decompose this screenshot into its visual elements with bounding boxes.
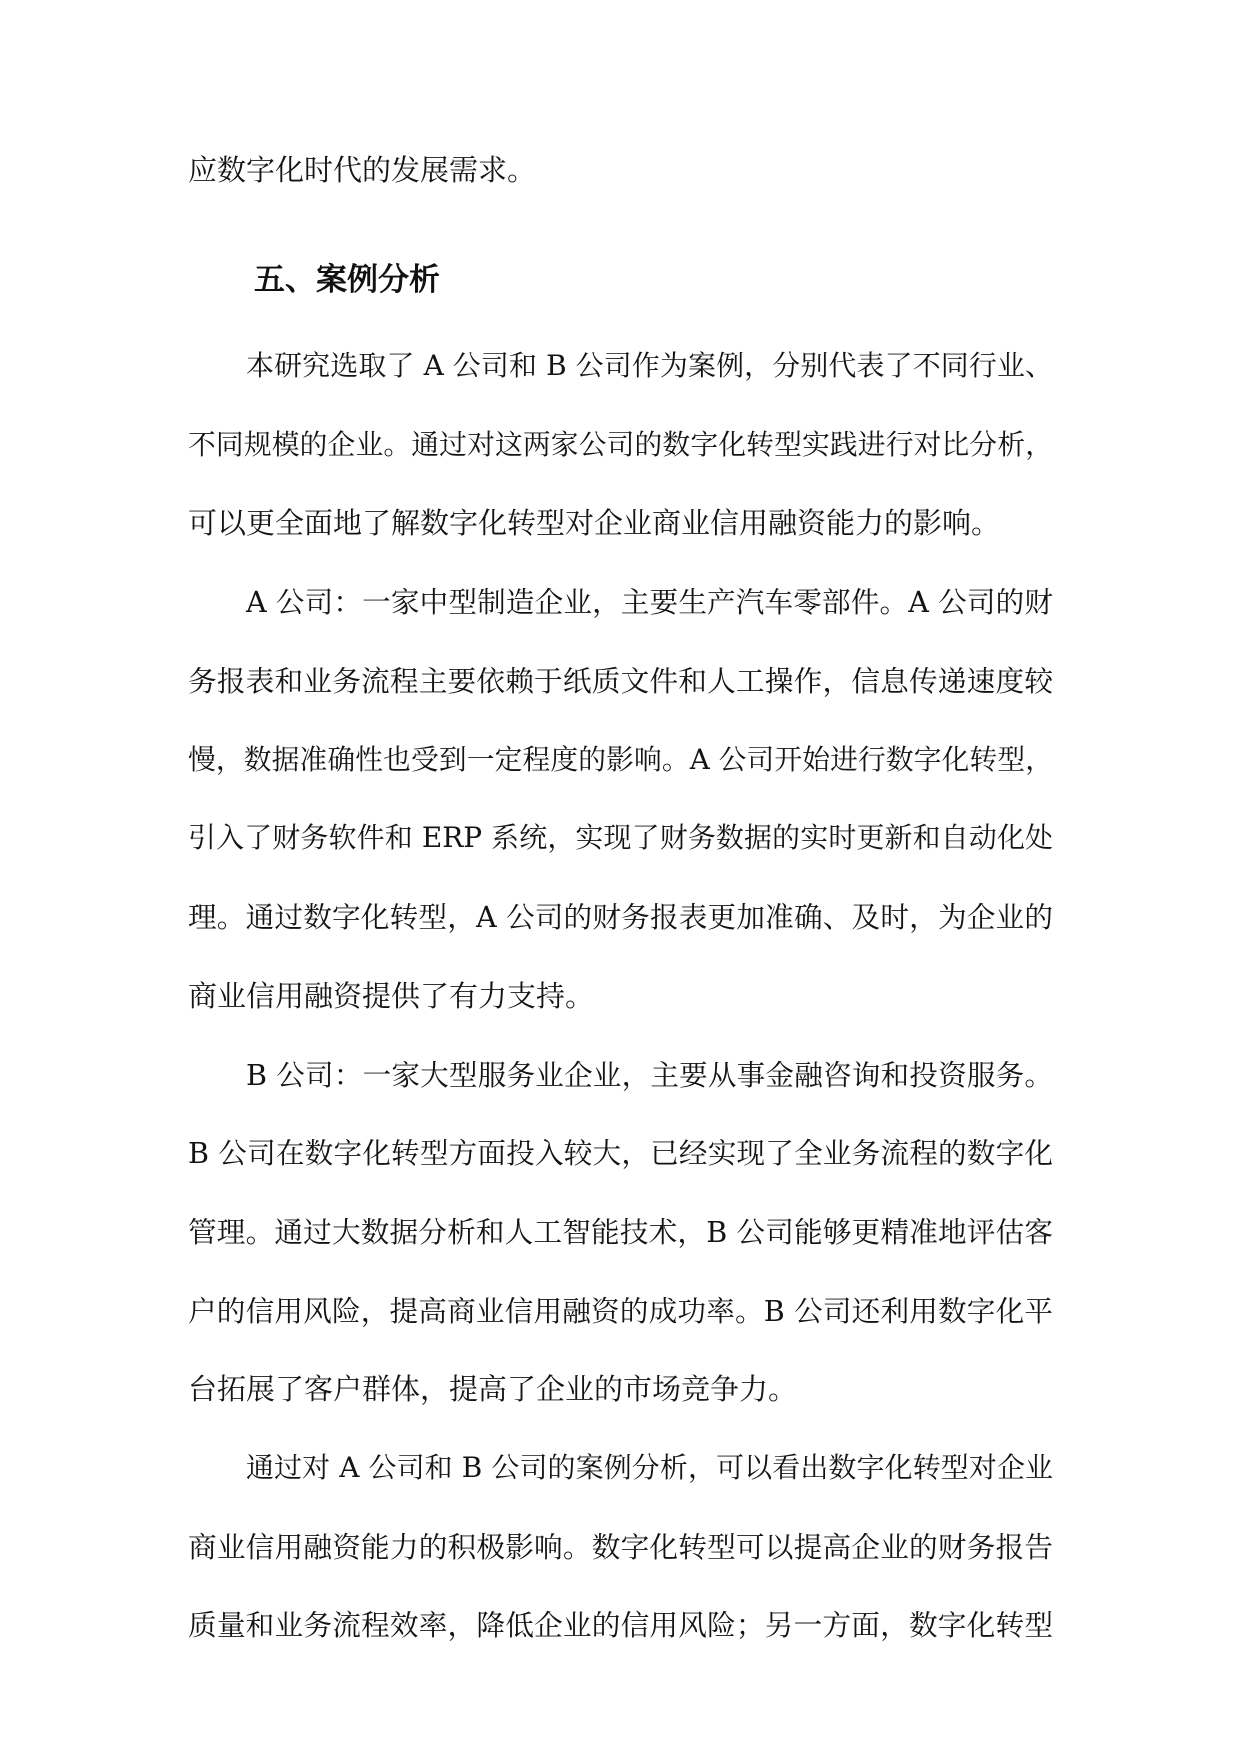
paragraph-line: 质量和业务流程效率，降低企业的信用风险；另一方面，数字化转型 [188, 1608, 1053, 1642]
paragraph-line: 慢，数据准确性也受到一定程度的影响。A 公司开始进行数字化转型， [188, 743, 1053, 776]
intro-tail-line: 应数字化时代的发展需求。 [188, 153, 537, 187]
paragraph-line: B 公司在数字化转型方面投入较大，已经实现了全业务流程的数字化 [188, 1136, 1053, 1170]
paragraph-line: 管理。通过大数据分析和人工智能技术，B 公司能够更精准地评估客 [188, 1215, 1053, 1249]
paragraph-line: 可以更全面地了解数字化转型对企业商业信用融资能力的影响。 [188, 506, 1001, 540]
paragraph-line: 台拓展了客户群体，提高了企业的市场竞争力。 [188, 1372, 798, 1406]
paragraph-line: 引入了财务软件和 ERP 系统，实现了财务数据的实时更新和自动化处 [188, 821, 1053, 854]
section-heading: 五、案例分析 [254, 262, 440, 298]
paragraph-line: 理。通过数字化转型，A 公司的财务报表更加准确、及时，为企业的 [188, 900, 1053, 934]
paragraph-line: 户的信用风险，提高商业信用融资的成功率。B 公司还利用数字化平 [188, 1294, 1053, 1328]
paragraph-line: B 公司：一家大型服务业企业，主要从事金融咨询和投资服务。 [246, 1058, 1053, 1092]
paragraph-line: 商业信用融资能力的积极影响。数字化转型可以提高企业的财务报告 [188, 1530, 1053, 1564]
paragraph-line: 商业信用融资提供了有力支持。 [188, 979, 595, 1013]
paragraph-line: 务报表和业务流程主要依赖于纸质文件和人工操作，信息传递速度较 [188, 664, 1053, 698]
paragraph-line: 通过对 A 公司和 B 公司的案例分析，可以看出数字化转型对企业 [246, 1451, 1053, 1484]
paragraph-line: 本研究选取了 A 公司和 B 公司作为案例，分别代表了不同行业、 [246, 349, 1053, 382]
paragraph-line: 不同规模的企业。通过对这两家公司的数字化转型实践进行对比分析， [188, 428, 1053, 461]
paragraph-line: A 公司：一家中型制造企业，主要生产汽车零部件。A 公司的财 [246, 585, 1053, 619]
